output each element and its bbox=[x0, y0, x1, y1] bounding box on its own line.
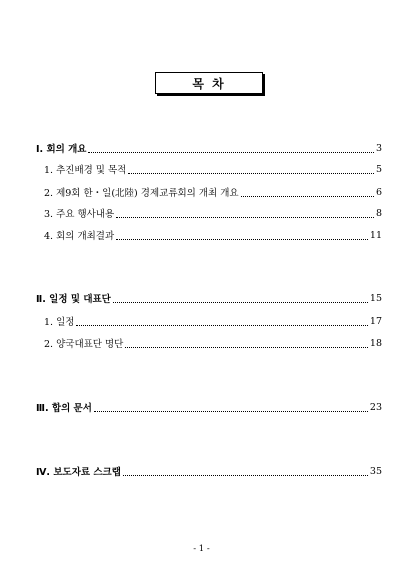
dot-leader bbox=[116, 231, 368, 240]
dot-leader bbox=[88, 144, 373, 153]
toc-entry-label: 4. 회의 개최결과 bbox=[44, 231, 115, 242]
dot-leader bbox=[116, 209, 374, 218]
toc-page-number: 11 bbox=[369, 229, 382, 241]
toc-page-number: 8 bbox=[375, 207, 382, 219]
toc-entry-label: 2. 양국대표단 명단 bbox=[44, 339, 124, 350]
dot-leader bbox=[241, 188, 374, 197]
toc-entry-label: Ⅱ. 일정 및 대표단 bbox=[36, 294, 111, 305]
toc-entry-label: Ⅰ. 회의 개요 bbox=[36, 144, 87, 155]
toc-entry-label: 1. 일정 bbox=[44, 317, 75, 328]
toc-page-number: 18 bbox=[369, 337, 382, 349]
toc-entry-section-1[interactable] bbox=[36, 141, 382, 155]
toc-entry-2-1[interactable] bbox=[44, 314, 382, 328]
toc-entry-section-4[interactable] bbox=[36, 464, 382, 478]
toc-page-number: 15 bbox=[369, 292, 382, 304]
dot-leader bbox=[113, 294, 368, 303]
toc-entry-1-4[interactable] bbox=[44, 228, 382, 242]
toc-title: 목 차 bbox=[155, 72, 263, 94]
toc-entry-section-2[interactable] bbox=[36, 291, 382, 305]
toc-entry-1-1[interactable] bbox=[44, 162, 382, 176]
toc-entry-label: 3. 주요 행사내용 bbox=[44, 209, 115, 220]
toc-entry-1-2[interactable] bbox=[44, 185, 382, 199]
toc-entry-2-2[interactable] bbox=[44, 336, 382, 350]
toc-entry-section-3[interactable] bbox=[36, 400, 382, 414]
toc-entry-label: Ⅲ. 합의 문서 bbox=[36, 403, 92, 414]
toc-page-number: 3 bbox=[375, 142, 382, 154]
dot-leader bbox=[128, 165, 374, 174]
toc-page-number: 35 bbox=[369, 465, 382, 477]
dot-leader bbox=[94, 403, 368, 412]
dot-leader bbox=[123, 467, 368, 476]
toc-entry-1-3[interactable] bbox=[44, 206, 382, 220]
toc-page-number: 6 bbox=[375, 186, 382, 198]
toc-page-number: 17 bbox=[369, 315, 382, 327]
toc-entry-label: 2. 제9회 한・일(北陸) 경제교류회의 개최 개요 bbox=[44, 188, 239, 199]
dot-leader bbox=[125, 339, 368, 348]
toc-page-number: 5 bbox=[375, 163, 382, 175]
page-footer: - 1 - bbox=[193, 544, 210, 554]
toc-entry-label: 1. 추진배경 및 목적 bbox=[44, 165, 127, 176]
toc-page-number: 23 bbox=[369, 401, 382, 413]
dot-leader bbox=[76, 317, 367, 326]
toc-entry-label: Ⅳ. 보도자료 스크랩 bbox=[36, 467, 121, 478]
